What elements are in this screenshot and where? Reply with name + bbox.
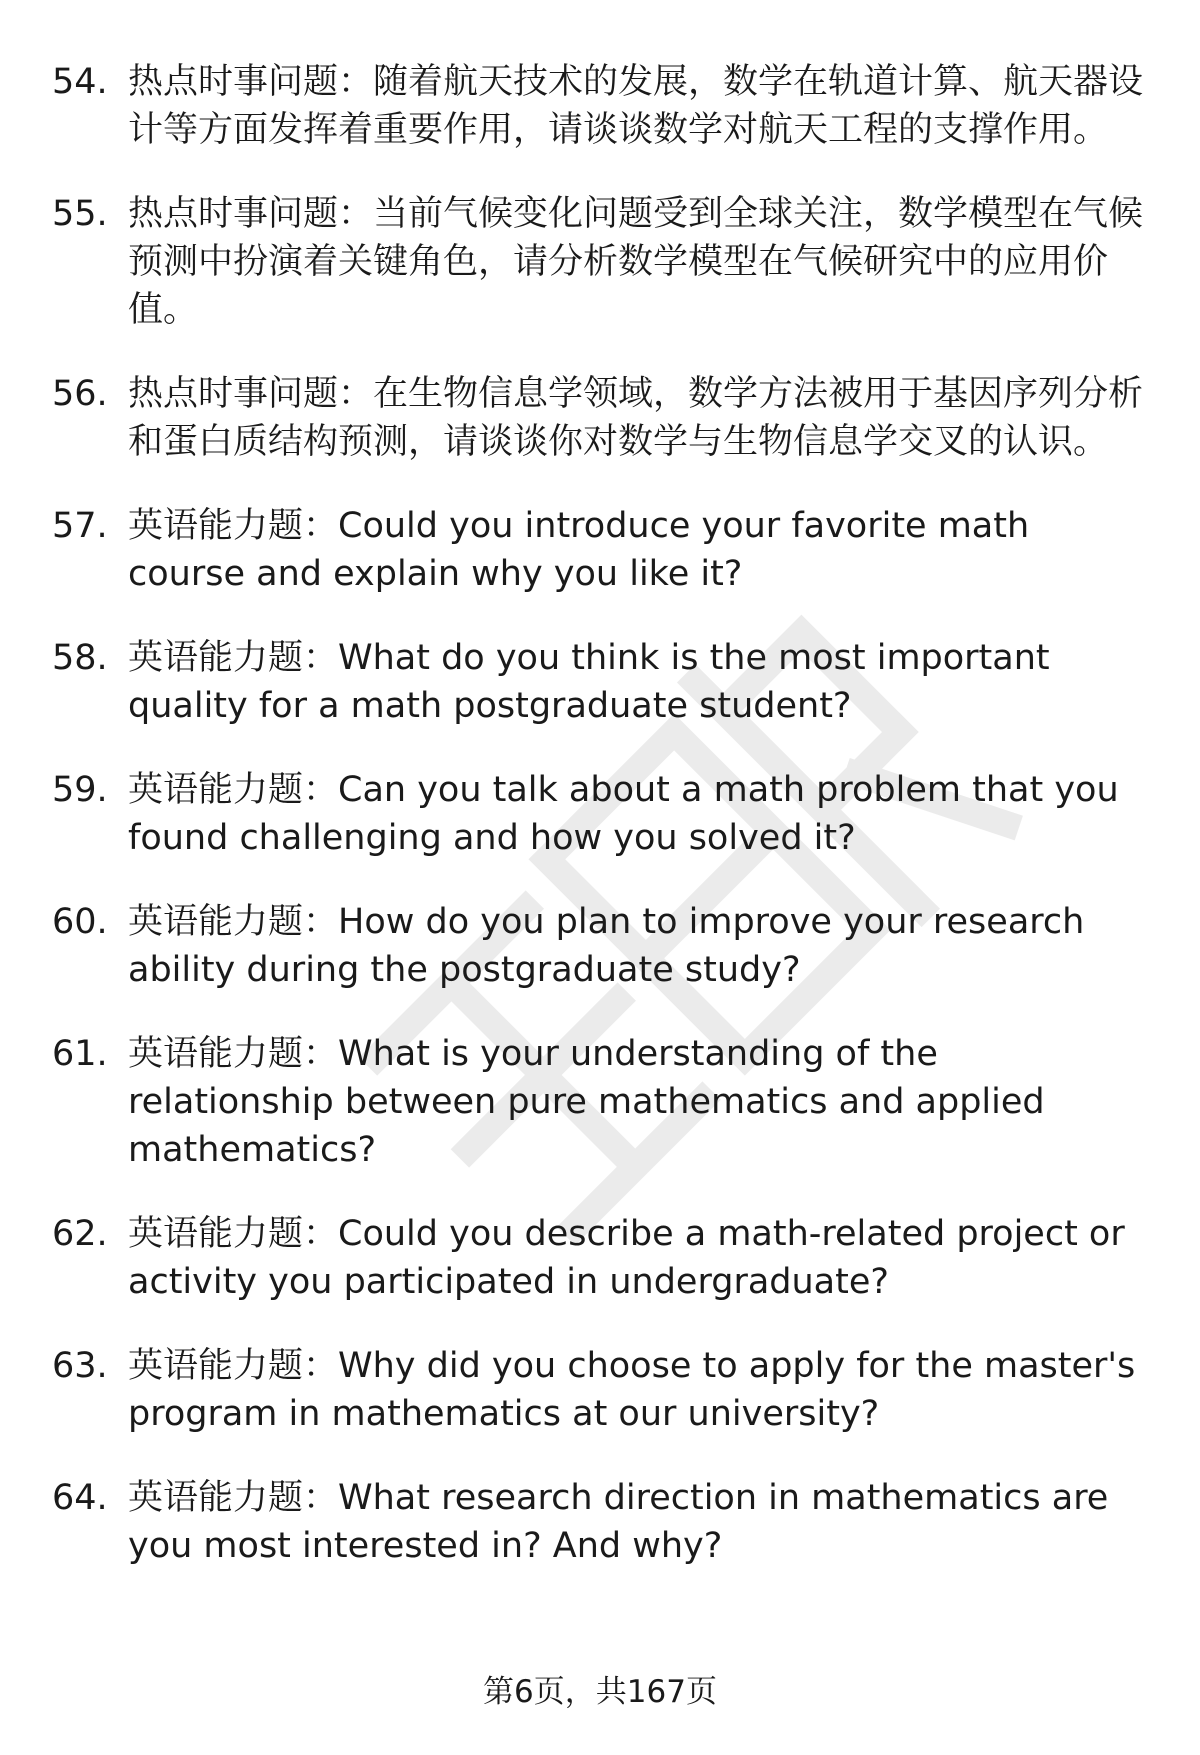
question-item-59 <box>52 766 1152 862</box>
question-number: 63. <box>52 1346 108 1386</box>
question-text: 英语能力题：How do you plan to improve your research ability during the postgraduate study? <box>128 902 1085 990</box>
question-list <box>52 58 1152 1570</box>
question-text: 英语能力题：Could you introduce your favorite math course and explain why you like it? <box>128 506 1030 594</box>
question-text: 英语能力题：Could you describe a math-related project or activity you participated in undergraduate? <box>128 1214 1125 1302</box>
question-number: 61. <box>52 1034 108 1074</box>
page-number-label: 第6页，共167页 <box>483 1674 717 1710</box>
question-content <box>52 58 1152 1606</box>
question-text: 英语能力题：What research direction in mathematics are you most interested in? And why? <box>128 1478 1109 1566</box>
question-number: 62. <box>52 1214 108 1254</box>
question-number: 55. <box>52 194 108 234</box>
question-item-64 <box>52 1474 1152 1570</box>
question-item-54 <box>52 58 1152 154</box>
question-item-62 <box>52 1210 1152 1306</box>
question-text: 热点时事问题：随着航天技术的发展，数学在轨道计算、航天器设计等方面发挥着重要作用，请谈谈数学对航天工程的支撑作用。 <box>128 62 1144 150</box>
question-number: 59. <box>52 770 108 810</box>
question-item-57 <box>52 502 1152 598</box>
question-item-55 <box>52 190 1152 334</box>
question-text: 英语能力题：Why did you choose to apply for the master's program in mathematics at our university? <box>128 1346 1136 1434</box>
question-text: 英语能力题：What do you think is the most important quality for a math postgraduate student? <box>128 638 1050 726</box>
question-text: 热点时事问题：当前气候变化问题受到全球关注，数学模型在气候预测中扮演着关键角色，请分析数学模型在气候研究中的应用价值。 <box>128 194 1144 330</box>
question-number: 64. <box>52 1478 108 1518</box>
question-item-60 <box>52 898 1152 994</box>
question-number: 57. <box>52 506 108 546</box>
question-item-61 <box>52 1030 1152 1174</box>
question-text: 英语能力题：What is your understanding of the relationship between pure mathematics and applied mathematics? <box>128 1034 1045 1170</box>
question-item-63 <box>52 1342 1152 1438</box>
page-footer <box>0 1672 1200 1712</box>
question-number: 56. <box>52 374 108 414</box>
question-number: 54. <box>52 62 108 102</box>
question-text: 热点时事问题：在生物信息学领域，数学方法被用于基因序列分析和蛋白质结构预测，请谈谈你对数学与生物信息学交叉的认识。 <box>128 374 1144 462</box>
question-number: 58. <box>52 638 108 678</box>
question-item-58 <box>52 634 1152 730</box>
question-text: 英语能力题：Can you talk about a math problem that you found challenging and how you solved it? <box>128 770 1119 858</box>
question-number: 60. <box>52 902 108 942</box>
question-item-56 <box>52 370 1152 466</box>
